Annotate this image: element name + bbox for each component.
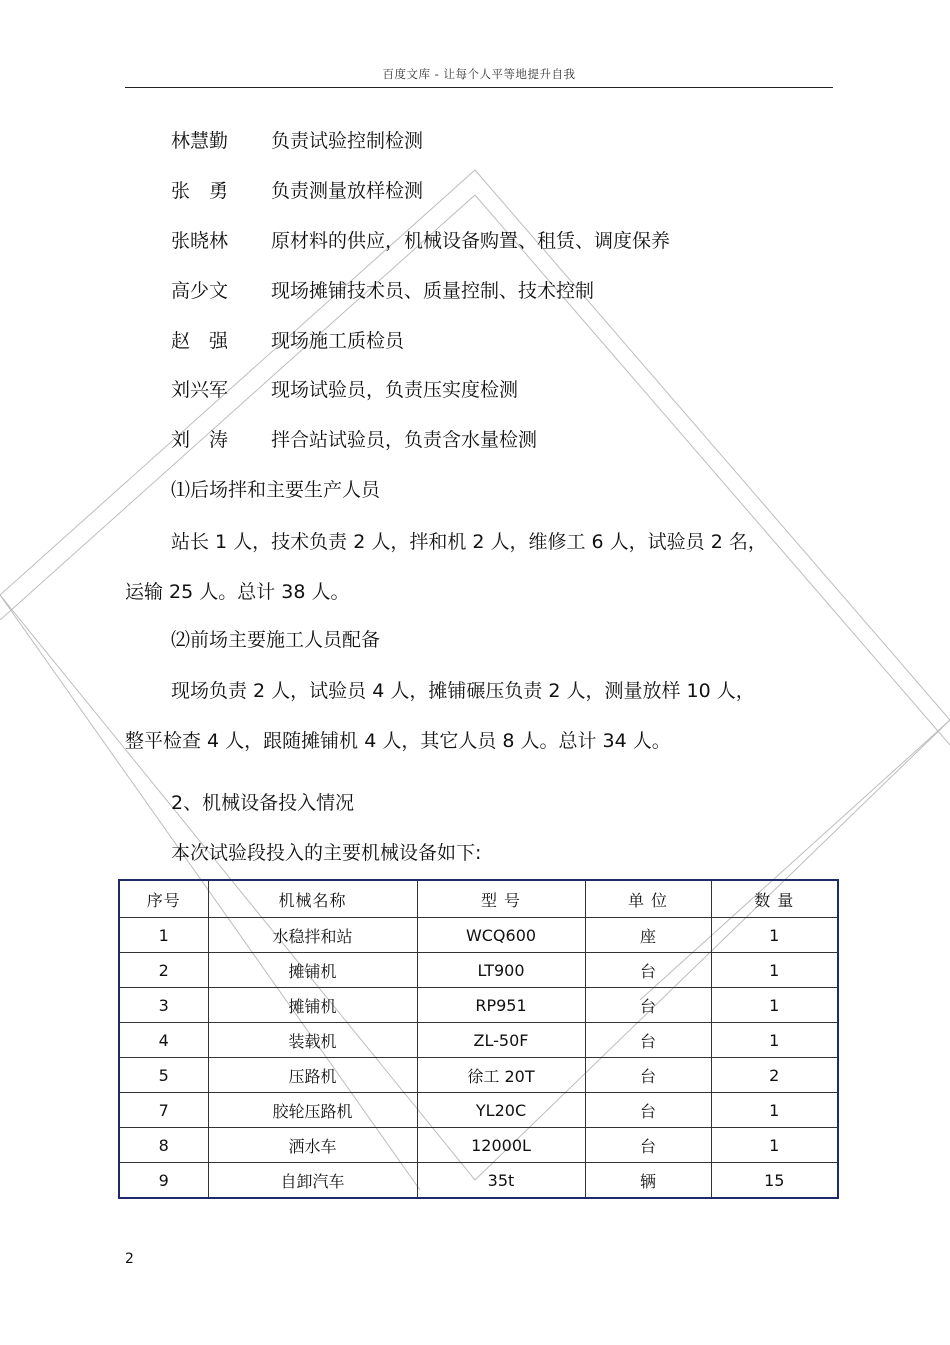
table-row: [119, 1058, 838, 1093]
table-cell: 摊铺机: [208, 988, 417, 1023]
table-row: [119, 953, 838, 988]
table-cell: 1: [711, 918, 838, 953]
table-cell: 9: [119, 1163, 208, 1199]
table-cell: 摊铺机: [208, 953, 417, 988]
table-row: [119, 1023, 838, 1058]
staff-name: 林慧勤: [171, 130, 229, 152]
table-cell: 35t: [417, 1163, 585, 1199]
staff-duty: 现场施工质检员: [271, 330, 405, 352]
table-cell: 座: [585, 918, 711, 953]
table-row: [119, 1163, 838, 1199]
column-header: 机械名称: [208, 880, 417, 918]
section-heading-rear-staff: ⑴后场拌和主要生产人员: [171, 479, 381, 501]
staff-name: 赵 强: [171, 330, 229, 352]
table-cell: 辆: [585, 1163, 711, 1199]
table-cell: 压路机: [208, 1058, 417, 1093]
staff-row: [171, 276, 594, 306]
front-staff-line: 整平检查 4 人，跟随摊铺机 4 人，其它人员 8 人。总计 34 人。: [125, 730, 671, 752]
table-cell: 台: [585, 1023, 711, 1058]
front-staff-line: 现场负责 2 人，试验员 4 人，摊铺碾压负责 2 人，测量放样 10 人，: [171, 680, 755, 702]
header-divider: [125, 87, 833, 88]
table-cell: 2: [119, 953, 208, 988]
table-cell: 装载机: [208, 1023, 417, 1058]
page-header: 百度文库 - 让每个人平等地提升自我: [382, 67, 576, 81]
machinery-table-wrap: [118, 879, 837, 1199]
staff-duty: 现场试验员，负责压实度检测: [271, 379, 519, 401]
table-cell: 1: [711, 1023, 838, 1058]
table-cell: 4: [119, 1023, 208, 1058]
table-cell: RP951: [417, 988, 585, 1023]
column-header: 序号: [119, 880, 208, 918]
table-cell: ZL-50F: [417, 1023, 585, 1058]
table-cell: 8: [119, 1128, 208, 1163]
table-cell: 2: [711, 1058, 838, 1093]
table-cell: 台: [585, 1058, 711, 1093]
table-header-row: [119, 880, 838, 918]
column-header: 型 号: [417, 880, 585, 918]
staff-row: [171, 226, 670, 256]
staff-duty: 负责试验控制检测: [271, 130, 424, 152]
staff-row: [171, 326, 404, 356]
staff-name: 张 勇: [171, 180, 229, 202]
table-cell: 台: [585, 953, 711, 988]
rear-staff-line: 运输 25 人。总计 38 人。: [125, 581, 350, 603]
section-heading-front-staff: ⑵前场主要施工人员配备: [171, 629, 381, 651]
table-cell: WCQ600: [417, 918, 585, 953]
table-cell: 胶轮压路机: [208, 1093, 417, 1128]
machinery-intro: 本次试验段投入的主要机械设备如下:: [171, 842, 482, 864]
staff-row: [171, 176, 423, 206]
table-cell: 1: [119, 918, 208, 953]
table-cell: 洒水车: [208, 1128, 417, 1163]
section-heading-machinery: 2、机械设备投入情况: [171, 792, 355, 814]
table-cell: 台: [585, 988, 711, 1023]
table-row: [119, 1128, 838, 1163]
staff-duty: 拌合站试验员，负责含水量检测: [271, 429, 538, 451]
table-cell: 15: [711, 1163, 838, 1199]
page-number: 2: [125, 1251, 134, 1267]
column-header: 数 量: [711, 880, 838, 918]
staff-name: 张晓林: [171, 230, 229, 252]
table-cell: 1: [711, 988, 838, 1023]
table-cell: 5: [119, 1058, 208, 1093]
staff-row: [171, 126, 423, 156]
table-cell: 7: [119, 1093, 208, 1128]
table-cell: 徐工 20T: [417, 1058, 585, 1093]
column-header: 单 位: [585, 880, 711, 918]
table-cell: 1: [711, 1093, 838, 1128]
table-cell: 1: [711, 1128, 838, 1163]
table-cell: YL20C: [417, 1093, 585, 1128]
table-row: [119, 1093, 838, 1128]
staff-duty: 负责测量放样检测: [271, 180, 424, 202]
staff-name: 刘兴军: [171, 379, 229, 401]
machinery-table: [118, 879, 839, 1199]
table-cell: 12000L: [417, 1128, 585, 1163]
table-cell: 3: [119, 988, 208, 1023]
staff-name: 高少文: [171, 280, 229, 302]
rear-staff-line: 站长 1 人，技术负责 2 人，拌和机 2 人，维修工 6 人，试验员 2 名，: [171, 531, 767, 553]
table-cell: 台: [585, 1093, 711, 1128]
table-cell: 台: [585, 1128, 711, 1163]
table-cell: LT900: [417, 953, 585, 988]
staff-name: 刘 涛: [171, 429, 229, 451]
table-cell: 1: [711, 953, 838, 988]
table-cell: 自卸汽车: [208, 1163, 417, 1199]
staff-duty: 原材料的供应，机械设备购置、租赁、调度保养: [271, 230, 671, 252]
table-cell: 水稳拌和站: [208, 918, 417, 953]
staff-row: [171, 425, 537, 455]
staff-duty: 现场摊铺技术员、质量控制、技术控制: [271, 280, 595, 302]
staff-row: [171, 375, 518, 405]
table-row: [119, 918, 838, 953]
table-row: [119, 988, 838, 1023]
